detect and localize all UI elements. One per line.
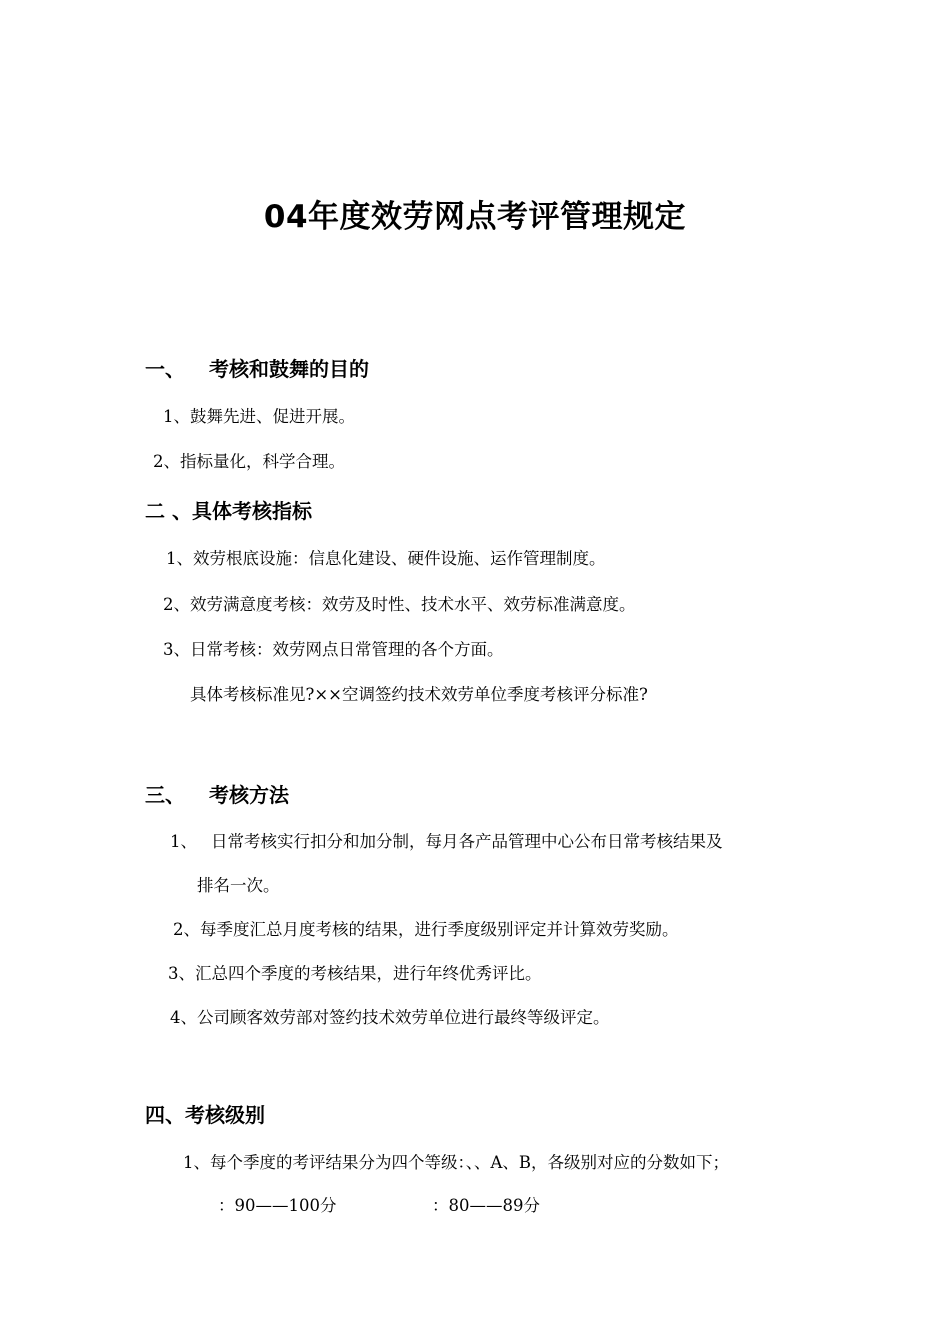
section-2-item-3: 3、日常考核：效劳网点日常管理的各个方面。 <box>163 640 504 659</box>
section-1-item-2: 2、指标量化，科学合理。 <box>153 452 345 471</box>
section-1-title: 考核和鼓舞的目的 <box>209 357 369 381</box>
grade-range-2: ：80——89分 <box>432 1196 540 1215</box>
section-3-title: 考核方法 <box>209 783 289 807</box>
section-3-item-1-continuation: 排名一次。 <box>197 876 280 895</box>
section-3-item-1-number: 1、 <box>170 832 197 851</box>
section-1-item-1: 1、鼓舞先进、促进开展。 <box>163 407 355 426</box>
section-3-heading <box>145 785 289 805</box>
section-3-item-2: 2、每季度汇总月度考核的结果，进行季度级别评定并计算效劳奖励。 <box>173 920 679 939</box>
document-title: 04年度效劳网点考评管理规定 <box>263 199 687 235</box>
section-1-heading <box>145 359 369 379</box>
section-1-number: 一、 <box>145 357 185 381</box>
section-4-heading: 四、考核级别 <box>145 1103 265 1127</box>
section-4-item-1: 1、每个季度的考评结果分为四个等级：、、A、B，各级别对应的分数如下； <box>183 1153 730 1172</box>
section-2-heading: 二 、具体考核指标 <box>145 499 312 523</box>
section-3-number: 三、 <box>145 783 185 807</box>
grade-range-1: ：90——100分 <box>218 1196 337 1215</box>
section-3-item-1-text: 日常考核实行扣分和加分制，每月各产品管理中心公布日常考核结果及 <box>211 832 723 851</box>
section-3-item-3: 3、汇总四个季度的考核结果，进行年终优秀评比。 <box>168 964 542 983</box>
section-2-item-2: 2、效劳满意度考核：效劳及时性、技术水平、效劳标准满意度。 <box>163 595 636 614</box>
section-2-item-1: 1、效劳根底设施：信息化建设、硬件设施、运作管理制度。 <box>166 549 606 568</box>
section-3-item-1 <box>170 834 723 851</box>
section-2-note: 具体考核标准见?××空调签约技术效劳单位季度考核评分标准? <box>190 685 648 704</box>
section-3-item-4: 4、公司顾客效劳部对签约技术效劳单位进行最终等级评定。 <box>170 1008 610 1027</box>
